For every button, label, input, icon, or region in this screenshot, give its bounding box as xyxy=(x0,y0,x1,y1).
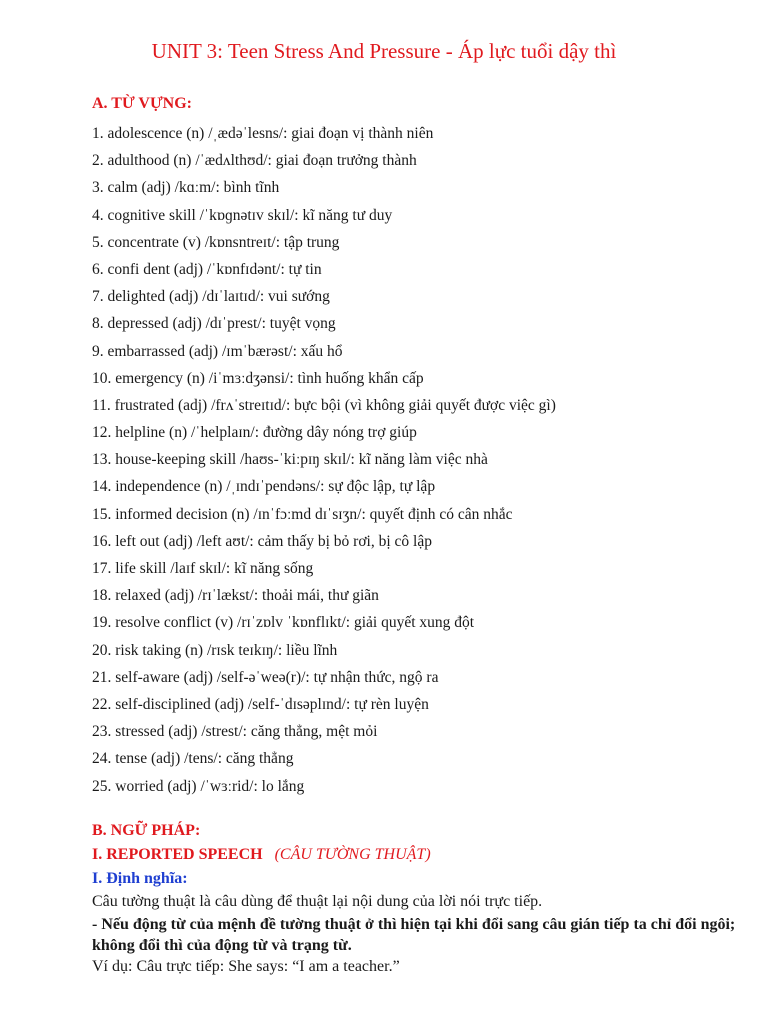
vocabulary-list xyxy=(92,120,556,800)
reported-speech-title: I. REPORTED SPEECH xyxy=(92,846,263,863)
vocabulary-item: 3. calm (adj) /kɑːm/: bình tĩnh xyxy=(92,179,280,197)
vocabulary-item: 24. tense (adj) /tens/: căng thẳng xyxy=(92,750,294,768)
vocabulary-item: 2. adulthood (n) /ˈædʌlthʊd/: giai đoạn trưởng thành xyxy=(92,152,417,170)
vocabulary-item: 12. helpline (n) /ˈhelplaɪn/: đường dây nóng trợ giúp xyxy=(92,424,417,442)
vocabulary-item: 9. embarrassed (adj) /ɪmˈbærəst/: xấu hổ xyxy=(92,342,343,360)
vocabulary-item: 14. independence (n) /ˌɪndɪˈpendəns/: sự độc lập, tự lập xyxy=(92,478,436,496)
reported-speech-heading xyxy=(92,845,431,865)
vocabulary-item: 22. self-disciplined (adj) /self-ˈdɪsəplɪnd/: tự rèn luyện xyxy=(92,695,429,713)
example-text: Ví dụ: Câu trực tiếp: She says: “I am a teacher.” xyxy=(92,958,400,975)
vocabulary-item: 21. self-aware (adj) /self-əˈweə(r)/: tự nhận thức, ngộ ra xyxy=(92,668,439,686)
vocabulary-item: 18. relaxed (adj) /rɪˈlækst/: thoải mái, thư giãn xyxy=(92,587,379,605)
definition-heading: I. Định nghĩa: xyxy=(92,870,188,887)
vocabulary-item: 13. house-keeping skill /haʊs-ˈkiːpɪŋ skɪl/: kĩ năng làm việc nhà xyxy=(92,451,488,469)
vocabulary-item: 1. adolescence (n) /ˌædəˈlesns/: giai đoạn vị thành niên xyxy=(92,125,434,142)
vocabulary-item: 11. frustrated (adj) /frʌˈstreɪtɪd/: bực bội (vì không giải quyết được việc gì) xyxy=(92,396,556,414)
vocabulary-item: 15. informed decision (n) /ɪnˈfɔːmd dɪˈsɪʒn/: quyết định có cân nhắc xyxy=(92,505,513,523)
vocabulary-item: 17. life skill /laɪf skɪl/: kĩ năng sống xyxy=(92,560,314,577)
reported-speech-subtitle: (CÂU TƯỜNG THUẬT) xyxy=(274,846,431,863)
vocabulary-item: 20. risk taking (n) /rɪsk teɪkɪŋ/: liều lĩnh xyxy=(92,641,338,659)
vocabulary-item: 5. concentrate (v) /kɒnsntreɪt/: tập trung xyxy=(92,233,340,251)
vocabulary-item: 19. resolve conflict (v) /rɪˈzɒlv ˈkɒnflɪkt/: giải quyết xung đột xyxy=(92,614,475,632)
vocabulary-item: 16. left out (adj) /left aʊt/: cảm thấy bị bỏ rơi, bị cô lập xyxy=(92,532,432,550)
vocabulary-item: 4. cognitive skill /ˈkɒɡnətɪv skɪl/: kĩ năng tư duy xyxy=(92,206,393,224)
section-b-heading: B. NGỮ PHÁP: xyxy=(92,822,201,839)
page-title: UNIT 3: Teen Stress And Pressure - Áp lực tuổi dậy thì xyxy=(151,39,617,63)
vocabulary-item: 7. delighted (adj) /dɪˈlaɪtɪd/: vui sướng xyxy=(92,288,330,306)
section-a-heading: A. TỪ VỰNG: xyxy=(92,95,192,112)
rule-text: - Nếu động từ của mệnh đề tường thuật ở thì hiện tại khi đổi sang câu gián tiếp ta chỉ đổi ngôi; không đổi thì của động từ và trạng từ. xyxy=(92,916,736,954)
vocabulary-item: 6. confi dent (adj) /ˈkɒnfɪdənt/: tự tin xyxy=(92,260,322,278)
vocabulary-item: 25. worried (adj) /ˈwɜːrid/: lo lắng xyxy=(92,777,305,795)
vocabulary-item: 8. depressed (adj) /dɪˈprest/: tuyệt vọng xyxy=(92,315,336,333)
definition-text: Câu tường thuật là câu dùng để thuật lại nội dung của lời nói trực tiếp. xyxy=(92,893,543,910)
vocabulary-item: 23. stressed (adj) /strest/: căng thẳng, mệt mỏi xyxy=(92,723,378,741)
vocabulary-item: 10. emergency (n) /iˈmɜːdʒənsi/: tình huống khẩn cấp xyxy=(92,369,424,387)
